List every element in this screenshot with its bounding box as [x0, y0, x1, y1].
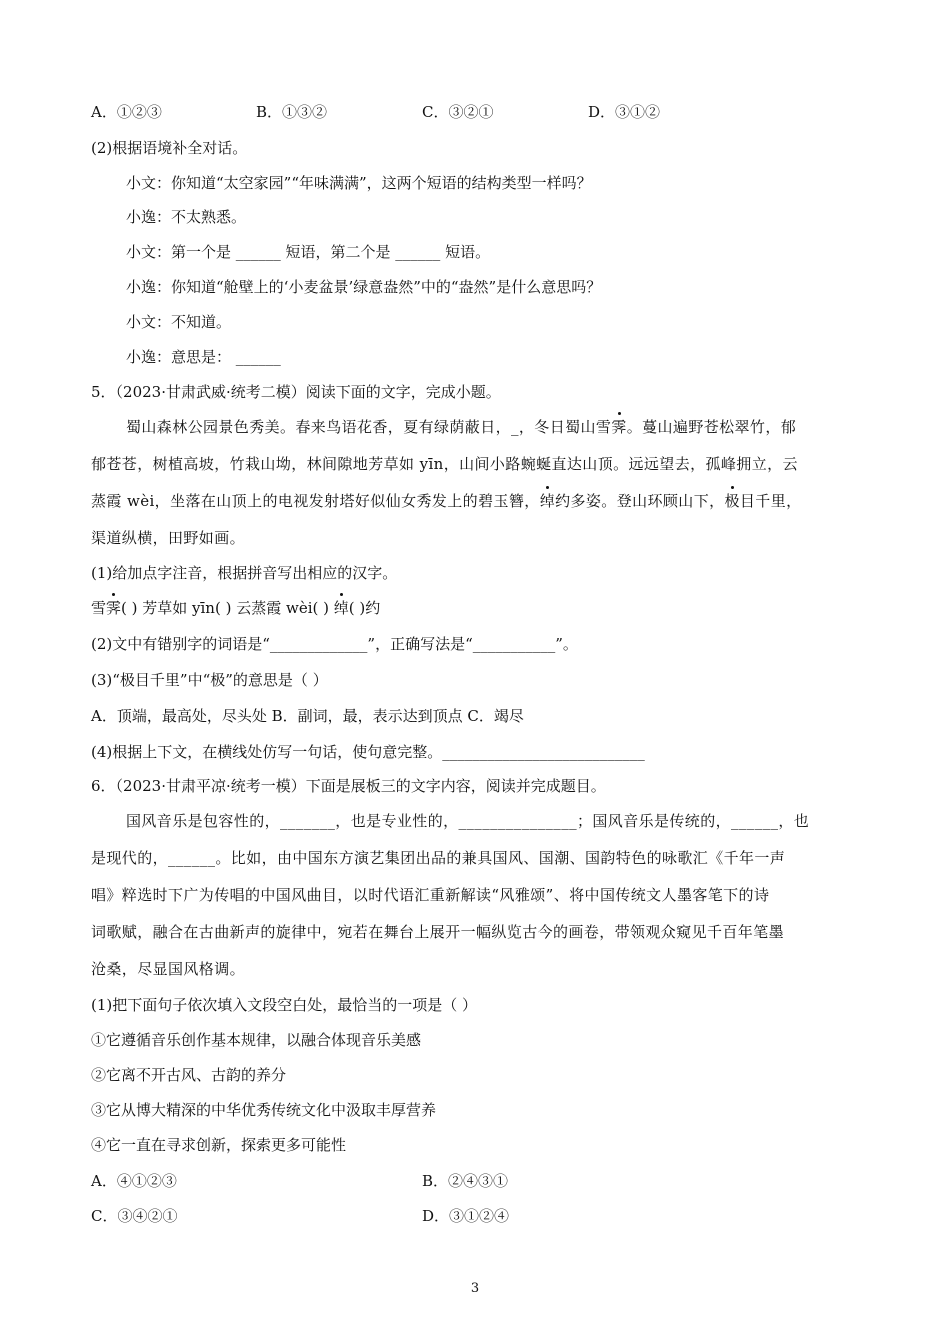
q6-passage-line: 沧桑，尽显国风格调。	[91, 960, 246, 978]
dialogue-line: 小逸：你知道“舱壁上的‘小麦盆景’绿意盎然”中的“盎然”是什么意思吗？	[126, 278, 602, 296]
q6-option-c: C．③④②①	[91, 1207, 178, 1225]
q6-passage-line: 是现代的，______。比如，由中国东方演艺集团出品的兼具国风、国潮、国韵特色的咏歌汇《千年一声	[91, 849, 786, 867]
dialogue-line: 小逸：意思是： ______	[126, 348, 281, 366]
q6-item: ①它遵循音乐创作基本规律，以融合体现音乐美感	[91, 1031, 422, 1049]
q6-option-a: A．④①②③	[91, 1172, 177, 1190]
q6-item: ②它离不开古风、古韵的养分	[91, 1066, 287, 1084]
dialogue-line: 小文：你知道“太空家园”“年味满满”，这两个短语的结构类型一样吗？	[126, 174, 592, 192]
q4-option-d: D．③①②	[588, 103, 661, 121]
q6-item: ④它一直在寻求创新，探索更多可能性	[91, 1136, 347, 1154]
q6-sub1-prompt: (1)把下面句子依次填入文段空白处，最恰当的一项是（ ）	[91, 996, 478, 1014]
q4-option-c: C．③②①	[422, 103, 494, 121]
q6-header: 6．（2023·甘肃平凉·统考一模）下面是展板三的文字内容，阅读并完成题目。	[91, 777, 606, 795]
q6-passage-line: 国风音乐是包容性的，_______，也是专业性的，_______________；国风音乐是传统的，______，也	[126, 812, 810, 830]
dotted-char: 霁	[106, 599, 122, 617]
q5-sub2: (2)文中有错别字的词语是“_____________”，正确写法是“___________”。	[91, 635, 578, 653]
q6-passage-line: 词歌赋，融合在古曲新声的旋律中，宛若在舞台上展开一幅纵览古今的画卷，带领观众窥见千百年笔墨	[91, 923, 785, 941]
q6-option-d: D．③①②④	[422, 1207, 510, 1225]
q5-sub4: (4)根据上下文，在横线处仿写一句话，使句意完整。___________________________	[91, 743, 645, 761]
q5-sub1-blanks: 雪霁( ) 芳草如 yīn( ) 云蒸霞 wèi( ) 绰( )约	[91, 599, 381, 617]
page-number: 3	[470, 1281, 480, 1296]
q6-passage-line: 唱》粹选时下广为传唱的中国风曲目，以时代语汇重新解读“风雅颂”、将中国传统文人墨客笔下的诗	[91, 886, 770, 904]
q6-option-b: B．②④③①	[422, 1172, 509, 1190]
q5-sub3: (3)“极目千里”中“极”的意思是（ ）	[91, 671, 328, 689]
q4-sub2-prompt: (2)根据语境补全对话。	[91, 139, 248, 157]
q6-item: ③它从博大精深的中华优秀传统文化中汲取丰厚营养	[91, 1101, 437, 1119]
dialogue-line: 小逸：不太熟悉。	[126, 208, 247, 226]
q5-passage-line: 渠道纵横，田野如画。	[91, 529, 246, 547]
q5-header: 5．（2023·甘肃武威·统考二模）阅读下面的文字，完成小题。	[91, 383, 501, 401]
q5-sub3-options: A．顶端，最高处，尽头处 B．副词，最，表示达到顶点 C．竭尽	[91, 707, 524, 725]
q5-passage-line: 蒸霞 wèi，坐落在山顶上的电视发射塔好似仙女秀发上的碧玉簪，绰约多姿。登山环顾山下，极目千里，	[91, 492, 802, 510]
dialogue-line: 小文：第一个是 ______ 短语，第二个是 ______ 短语。	[126, 243, 491, 261]
dotted-char: 极	[724, 492, 740, 510]
dotted-char: 绰	[539, 492, 556, 510]
q5-passage-line: 蜀山森林公园景色秀美。春来鸟语花香，夏有绿荫蔽日，_，冬日蜀山雪霁。蔓山遍野苍松翠竹，郁	[126, 418, 797, 436]
dotted-char: 霁	[611, 418, 627, 436]
q5-sub1-prompt: (1)给加点字注音，根据拼音写出相应的汉字。	[91, 564, 398, 582]
q4-option-b: B．①③②	[256, 103, 328, 121]
q5-passage-line: 郁苍苍，树植高坡，竹栽山坳，林间隙地芳草如 yīn，山间小路蜿蜒直达山顶。远远望去，孤峰拥立，云	[91, 455, 798, 473]
dialogue-line: 小文：不知道。	[126, 313, 232, 331]
dotted-char: 绰	[333, 599, 349, 617]
q4-option-a: A．①②③	[91, 103, 162, 121]
